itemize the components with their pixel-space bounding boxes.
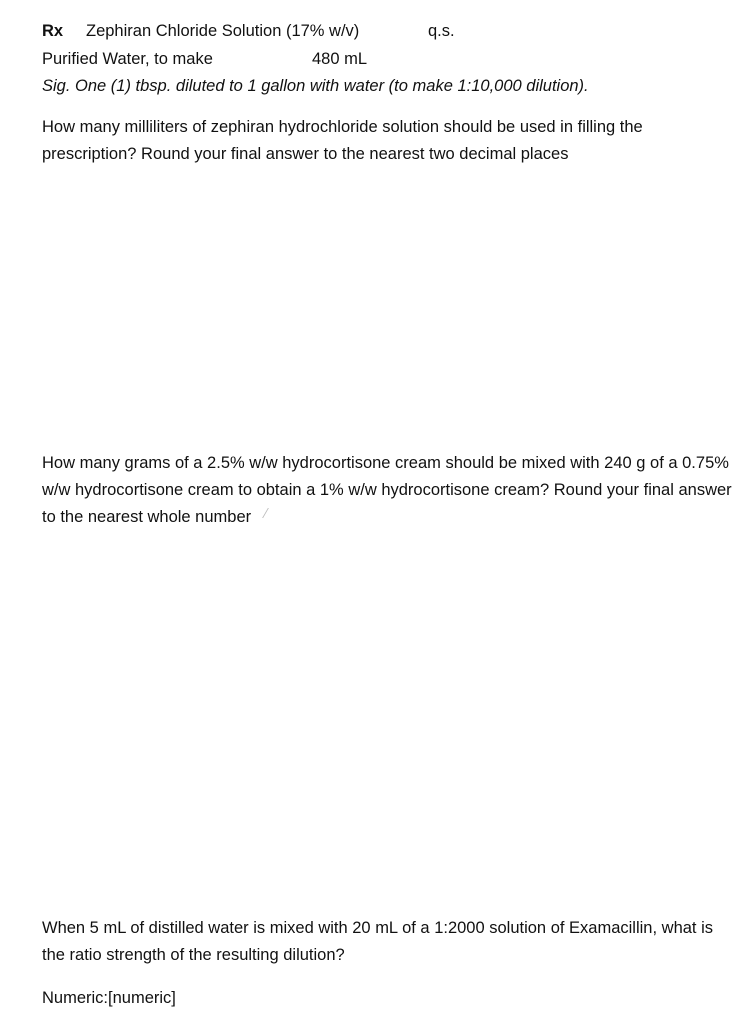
rx-vehicle-quantity: 480 mL — [312, 50, 368, 68]
question-1: How many milliliters of zephiran hydrochloride solution should be used in filling the prescription? Round your final answer to the nearest two decimal places — [42, 118, 643, 163]
question-3: When 5 mL of distilled water is mixed with 20 mL of a 1:2000 solution of Examacillin, what is the ratio strength of the resulting dilution? — [42, 919, 714, 964]
answer-prompt[interactable]: Numeric:[numeric] — [42, 989, 176, 1007]
rx-label: Rx — [42, 22, 64, 40]
rx-vehicle: Purified Water, to make — [42, 50, 213, 68]
question-2-text: How many grams of a 2.5% w/w hydrocortisone cream should be mixed with 240 g of a 0.75% w/w hydrocortisone cream to obtain a 1% w/w hydrocortisone cream? Round your final answer to the nearest whole number — [42, 454, 732, 526]
rx-line — [42, 21, 502, 41]
rx-drug-name: Zephiran Chloride Solution (17% w/v) — [86, 22, 360, 40]
rx-vehicle-line — [42, 49, 442, 69]
rx-signa: Sig. One (1) tbsp. diluted to 1 gallon with water (to make 1:10,000 dilution). — [42, 77, 589, 95]
pen-mark-icon — [254, 508, 269, 518]
rx-drug-quantity: q.s. — [428, 22, 455, 40]
question-2 — [42, 450, 732, 531]
